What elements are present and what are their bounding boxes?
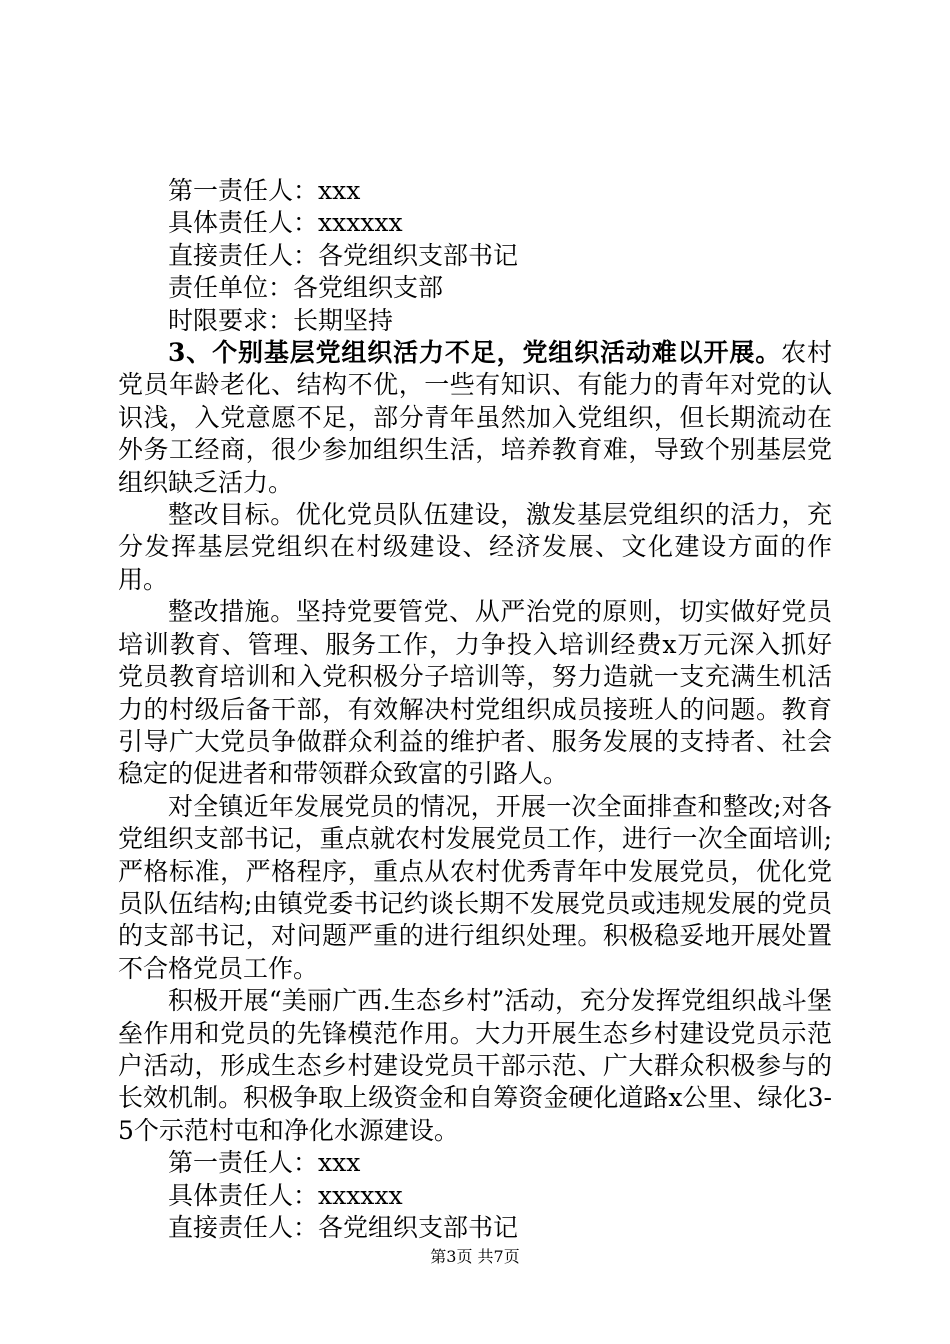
paragraph-rectification-goal: 整改目标。优化党员队伍建设，激发基层党组织的活力，充分发挥基层党组织在村级建设、经济发展、文化建设方面的作用。 xyxy=(118,500,832,594)
paragraph-issue-3: 3、个别基层党组织活力不足，党组织活动难以开展。农村党员年龄老化、结构不优，一些有知识、有能力的青年对党的认识浅，入党意愿不足，部分青年虽然加入党组织，但长期流动在外务工经商，很少参加组织生活，培养教育难，导致个别基层党组织缺乏活力。 xyxy=(118,338,832,497)
line-first-responsible-2: 第一责任人：xxx xyxy=(168,1148,361,1178)
line-first-responsible: 第一责任人：xxx xyxy=(168,176,361,205)
line-direct-responsible: 直接责任人：各党组织支部书记 xyxy=(168,240,519,270)
paragraph-member-review: 对全镇近年发展党员的情况，开展一次全面排查和整改;对各党组织支部书记，重点就农村发展党员工作，进行一次全面培训;严格标准，严格程序，重点从农村优秀青年中发展党员，优化党员队伍结构;由镇党委书记约谈长期不发展党员或违规发展的党员的支部书记，对问题严重的进行组织处理。积极稳妥地开展处置不合格党员工作。 xyxy=(118,791,832,983)
line-responsible-unit: 责任单位：各党组织支部 xyxy=(168,273,444,303)
issue-heading: 3、个别基层党组织活力不足，党组织活动难以开展。 xyxy=(168,338,782,368)
line-specific-responsible: 具体责任人：xxxxxx xyxy=(168,208,403,238)
document-body xyxy=(118,175,832,1244)
line-time-requirement: 时限要求：长期坚持 xyxy=(168,305,394,335)
page-number-footer: 第3页 共7页 xyxy=(430,1247,520,1266)
paragraph-rectification-measures: 整改措施。坚持党要管党、从严治党的原则，切实做好党员培训教育、管理、服务工作，力争投入培训经费x万元深入抓好党员教育培训和入党积极分子培训等，努力造就一支充满生机活力的村级后备干部，有效解决村党组织成员接班人的问题。教育引导广大党员争做群众利益的维护者、服务发展的支持者、社会稳定的促进者和带领群众致富的引路人。 xyxy=(118,597,832,789)
paragraph-eco-village: 积极开展“美丽广西.生态乡村”活动，充分发挥党组织战斗堡垒作用和党员的先锋模范作用。大力开展生态乡村建设党员示范户活动，形成生态乡村建设党员干部示范、广大群众积极参与的长效机制。积极争取上级资金和自筹资金硬化道路x公里、绿化3-5个示范村屯和净化水源建设。 xyxy=(118,986,832,1145)
line-direct-responsible-2: 直接责任人：各党组织支部书记 xyxy=(168,1213,519,1242)
line-specific-responsible-2: 具体责任人：xxxxxx xyxy=(168,1180,403,1210)
